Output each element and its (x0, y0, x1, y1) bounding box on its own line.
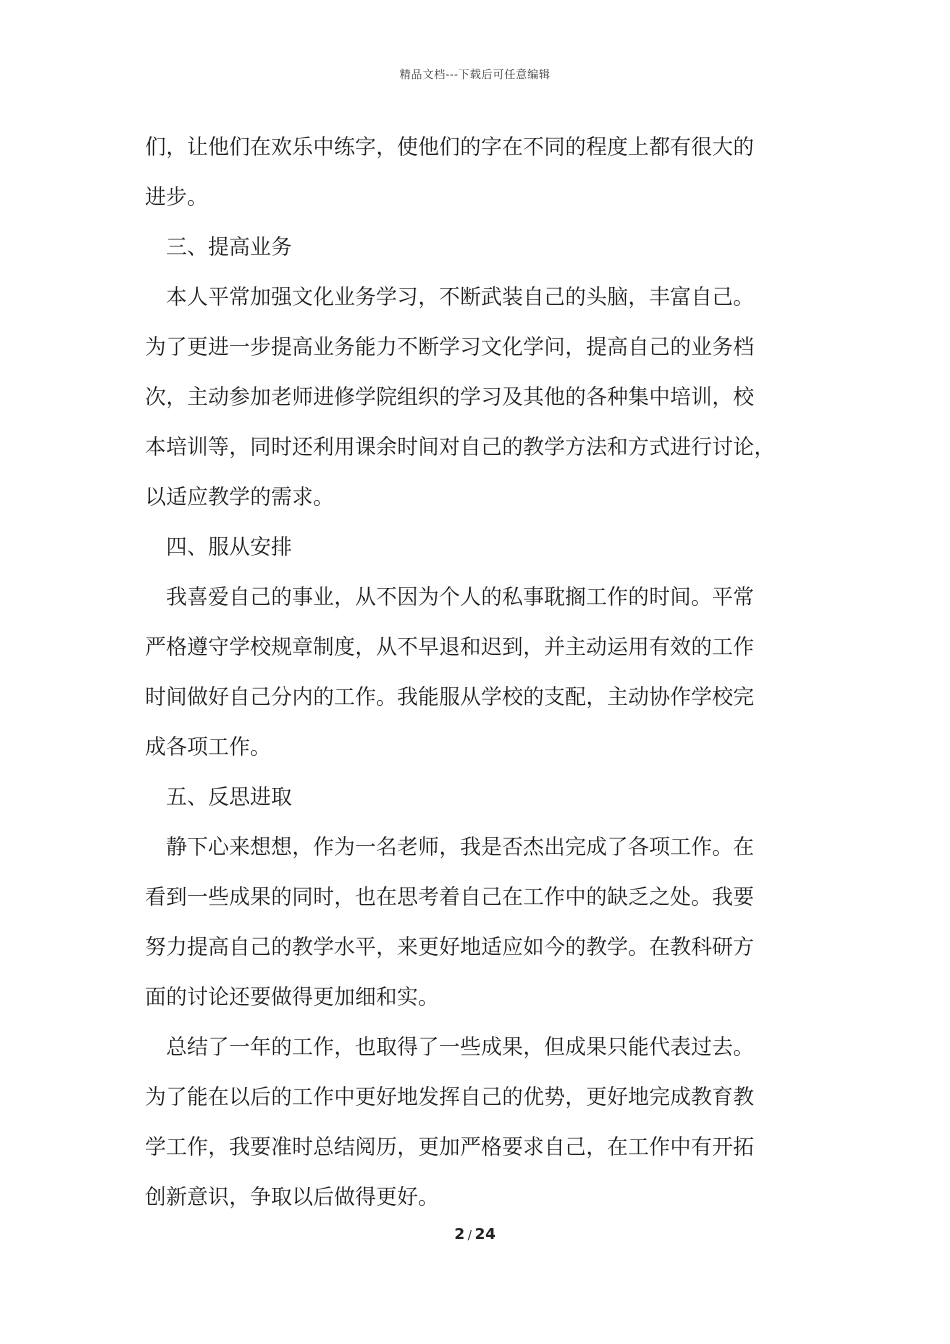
text-line: 努力提高自己的教学水平，来更好地适应如今的教学。在教科研方 (145, 935, 754, 959)
text-line: 本人平常加强文化业务学习，不断武装自己的头脑，丰富自己。 (166, 285, 754, 309)
text-line: 们，让他们在欢乐中练字，使他们的字在不同的程度上都有很大的 (145, 135, 754, 159)
text-line: 次，主动参加老师进修学院组织的学习及其他的各种集中培训，校 (145, 385, 754, 409)
total-pages-number: 24 (474, 1225, 496, 1243)
text-line: 静下心来想想，作为一名老师，我是否杰出完成了各项工作。在 (166, 835, 754, 859)
text-line: 四、服从安排 (166, 535, 292, 559)
text-line: 严格遵守学校规章制度，从不早退和迟到，并主动运用有效的工作 (145, 635, 754, 659)
text-line: 为了更进一步提高业务能力不断学习文化学问，提高自己的业务档 (145, 335, 754, 359)
text-line: 学工作，我要准时总结阅历，更加严格要求自己，在工作中有开拓 (145, 1135, 754, 1159)
text-line: 五、反思进取 (166, 785, 292, 809)
text-line: 本培训等，同时还利用课余时间对自己的教学方法和方式进行讨论， (145, 435, 775, 459)
page-header: 精品文档---下载后可任意编辑 (399, 68, 551, 81)
text-line: 以适应教学的需求。 (145, 485, 334, 509)
text-line: 看到一些成果的同时，也在思考着自己在工作中的缺乏之处。我要 (145, 885, 754, 909)
current-page-number: 2 (454, 1225, 465, 1243)
text-line: 三、提高业务 (166, 235, 292, 259)
text-line: 为了能在以后的工作中更好地发挥自己的优势，更好地完成教育教 (145, 1085, 754, 1109)
page-number (0, 1225, 950, 1243)
text-line: 进步。 (145, 185, 208, 209)
page-separator: / (467, 1228, 472, 1242)
text-line: 成各项工作。 (145, 735, 271, 759)
text-line: 我喜爱自己的事业，从不因为个人的私事耽搁工作的时间。平常 (166, 585, 754, 609)
text-line: 总结了一年的工作，也取得了一些成果，但成果只能代表过去。 (166, 1035, 754, 1059)
text-line: 时间做好自己分内的工作。我能服从学校的支配，主动协作学校完 (145, 685, 754, 709)
document-body (145, 122, 825, 1222)
text-line: 创新意识，争取以后做得更好。 (145, 1185, 439, 1209)
text-line: 面的讨论还要做得更加细和实。 (145, 985, 439, 1009)
